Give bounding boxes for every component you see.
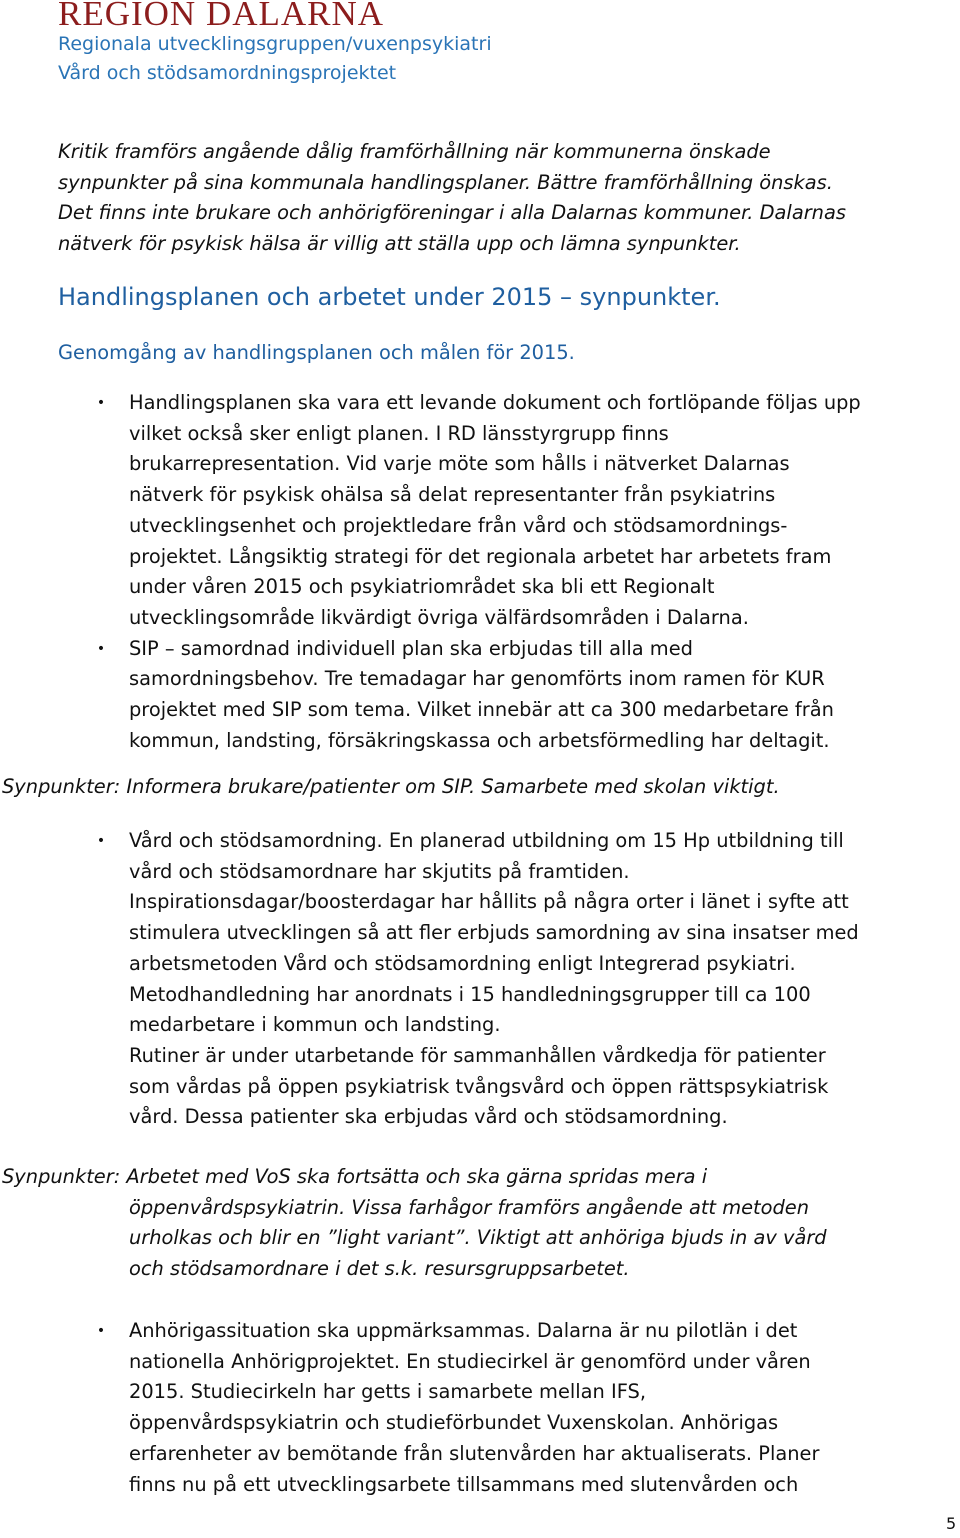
text-line: nationella Anhörigprojektet. En studiecirkel är genomförd under våren [129, 1349, 811, 1373]
text-line: Metodhandledning har anordnats i 15 handledningsgrupper till ca 100 [129, 982, 811, 1006]
bullet-icon: • [96, 833, 106, 849]
text-line: Inspirationsdagar/boosterdagar har hållits på några orter i länet i syfte att [129, 890, 849, 914]
text-line: brukarrepresentation. Vid varje möte som hålls i nätverket Dalarnas [129, 452, 790, 476]
text-line: erfarenheter av bemötande från slutenvården har aktualiserats. Planer [129, 1441, 820, 1465]
text-line: stimulera utvecklingen så att fler erbjuds samordning av sina insatser med [129, 921, 859, 945]
page-number: 5 [946, 1514, 957, 1533]
text-line: SIP – samordnad individuell plan ska erbjudas till alla med [129, 636, 693, 660]
text-line: kommun, landsting, försäkringskassa och arbetsförmedling har deltagit. [129, 728, 830, 752]
header-subtitle-2: Vård och stödsamordningsprojektet [58, 62, 397, 84]
synpunkter-note-2 [2, 1162, 827, 1285]
text-line: nätverk för psykisk ohälsa så delat representanter från psykiatrins [129, 483, 776, 507]
region-dalarna-logo: REGION DALARNA [58, 0, 385, 28]
header-subtitle-1: Regionala utvecklingsgruppen/vuxenpsykiatri [58, 33, 492, 55]
page-header [58, 0, 492, 88]
text-line: synpunkter på sina kommunala handlingsplaner. Bättre framförhållning önskas. [58, 170, 833, 194]
text-line: öppenvårdspsykiatrin och studieförbundet Vuxenskolan. Anhörigas [129, 1411, 779, 1435]
bullet-icon: • [96, 1323, 106, 1339]
text-line: som vårdas på öppen psykiatrisk tvångsvård och öppen rättspsykiatrisk [129, 1074, 829, 1098]
text-line: medarbetare i kommun och landsting. [129, 1013, 501, 1037]
bullet-list-3 [96, 1316, 959, 1500]
text-line: under våren 2015 och psykiatriområdet ska bli ett Regionalt [129, 575, 715, 599]
text-line: Anhörigassituation ska uppmärksammas. Dalarna är nu pilotlän i det [129, 1319, 798, 1342]
text-line: vård. Dessa patienter ska erbjudas vård och stödsamordning. [129, 1105, 728, 1129]
text-line: finns nu på ett utvecklingsarbete tillsammans med slutenvården och [129, 1472, 799, 1496]
text-line: och stödsamordnare i det s.k. resursgruppsarbetet. [129, 1257, 630, 1281]
text-line: Synpunkter: Arbetet med VoS ska fortsätta och ska gärna spridas mera i [2, 1165, 708, 1188]
text-line: vilket också sker enligt planen. I RD länsstyrgrupp finns [129, 421, 669, 445]
section-heading: Handlingsplanen och arbetet under 2015 – synpunkter. [58, 283, 721, 311]
list-item [96, 1316, 959, 1500]
text-line: Kritik framförs angående dålig framförhållning när kommunerna önskade [58, 140, 771, 163]
text-line: Rutiner är under utarbetande för sammanhållen vårdkedja för patienter [129, 1043, 826, 1067]
text-line: samordningsbehov. Tre temadagar har genomförts inom ramen för KUR [129, 667, 825, 691]
text-line: 2015. Studiecirkeln har getts i samarbete mellan IFS, [129, 1380, 646, 1404]
text-line: utvecklingsenhet och projektledare från vård och stödsamordnings- [129, 513, 788, 537]
list-item [96, 826, 959, 1133]
bullet-icon: • [96, 640, 106, 657]
text-line: projektet. Långsiktig strategi för det regionala arbetet har arbetets fram [129, 544, 832, 568]
bullet-list-2 [96, 826, 959, 1133]
text-line: nätverk för psykisk hälsa är villig att ställa upp och lämna synpunkter. [58, 232, 741, 256]
list-item [96, 388, 959, 634]
text-line: Det finns inte brukare och anhörigföreningar i alla Dalarnas kommuner. Dalarnas [58, 201, 846, 225]
text-line: urholkas och blir en ”light variant”. Viktigt att anhöriga bjuds in av vård [129, 1226, 827, 1250]
text-line: öppenvårdspsykiatrin. Vissa farhågor framförs angående att metoden [129, 1195, 810, 1219]
text-line: vård och stödsamordnare har skjutits på framtiden. [129, 859, 630, 883]
text-line: utvecklingsområde likvärdigt övriga välfärdsområden i Dalarna. [129, 605, 749, 629]
section-subheading: Genomgång av handlingsplanen och målen för 2015. [58, 341, 575, 364]
text-line: Vård och stödsamordning. En planerad utbildning om 15 Hp utbildning till [129, 829, 844, 852]
bullet-icon: • [96, 395, 106, 411]
bullet-list-1 [96, 388, 959, 756]
text-line: projektet med SIP som tema. Vilket innebär att ca 300 medarbetare från [129, 698, 834, 722]
synpunkter-note-1: Synpunkter: Informera brukare/patienter om SIP. Samarbete med skolan viktigt. [2, 775, 780, 798]
text-line: Handlingsplanen ska vara ett levande dokument och fortlöpande följas upp [129, 391, 861, 414]
text-line: arbetsmetoden Vård och stödsamordning enligt Integrerad psykiatri. [129, 951, 796, 975]
list-item [96, 634, 959, 757]
intro-paragraph [58, 137, 938, 260]
